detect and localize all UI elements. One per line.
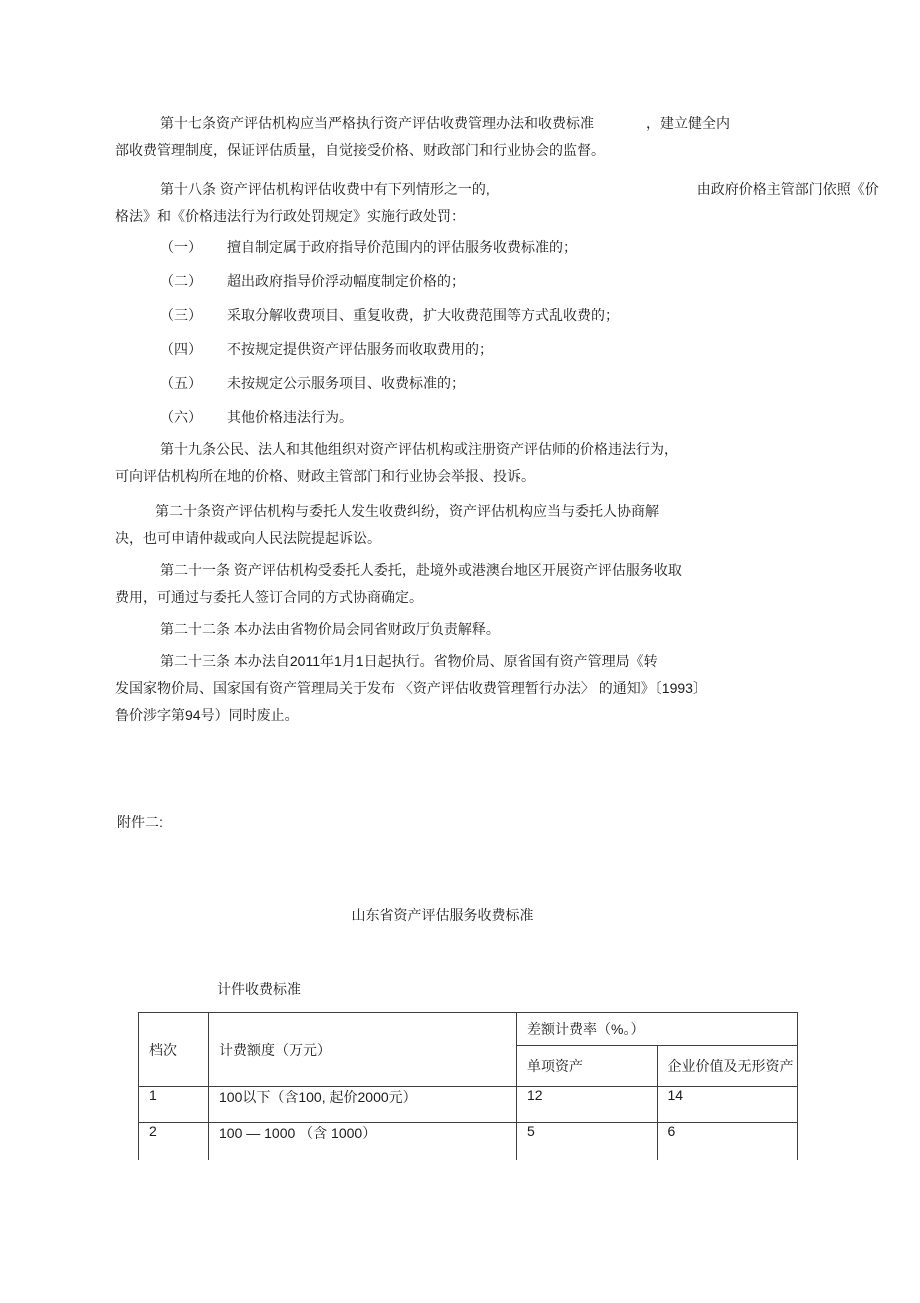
header-enterprise: 企业价值及无形资产: [657, 1046, 798, 1087]
article-18: [115, 176, 879, 230]
article-21-text-1: 第二十一条 资产评估机构受委托人委托，赴境外或港澳台地区开展资产评估服务收取: [160, 562, 682, 578]
table-row: [139, 1087, 798, 1123]
list-item-1-number: （一）: [160, 239, 202, 255]
row1-rank: 1: [139, 1087, 209, 1123]
attachment-label: 附件二:: [117, 814, 163, 830]
article-19-line-1: [115, 436, 678, 463]
list-item-4-number: （四）: [160, 341, 202, 357]
fee-table: [138, 1012, 798, 1160]
row1-single: 12: [517, 1087, 658, 1123]
row2-amount: 100 — 1000 （含 1000）: [209, 1123, 517, 1161]
article-21-line-2: 费用，可通过与委托人签订合同的方式协商确定。: [115, 589, 423, 605]
list-item-2: [115, 268, 465, 295]
article-22: [115, 616, 500, 643]
article-17: [115, 110, 730, 164]
list-item-5-text: 未按规定公示服务项目、收费标准的；: [227, 375, 465, 391]
standard-title: 山东省资产评估服务收费标准: [351, 907, 534, 923]
article-18-text-b: 由政府价格主管部门依照《价: [696, 181, 879, 197]
article-22-line-1: [115, 616, 500, 643]
header-single-asset: 单项资产: [517, 1046, 658, 1087]
article-20: [115, 498, 659, 552]
header-amount: 计费额度（万元）: [209, 1013, 517, 1087]
article-23-line-2: 发国家物价局、国家国有资产管理局关于发布 〈资产评估收费管理暂行办法〉 的通知》〔1993〕: [115, 680, 707, 696]
list-item-6: [115, 404, 353, 431]
article-21-line-1: [115, 557, 682, 584]
article-19: [115, 436, 678, 490]
list-item-5: [115, 370, 465, 397]
article-19-text-1: 第十九条公民、法人和其他组织对资产评估机构或注册资产评估师的价格违法行为，: [160, 441, 678, 457]
row2-single: 5: [517, 1123, 658, 1161]
list-item-1: [115, 234, 577, 261]
list-item-6-number: （六）: [160, 409, 202, 425]
row1-enterprise: 14: [657, 1087, 798, 1123]
article-19-line-2: 可向评估机构所在地的价格、财政主管部门和行业协会举报、投诉。: [115, 468, 535, 484]
list-item-5-number: （五）: [160, 375, 202, 391]
list-item-3-text: 采取分解收费项目、重复收费，扩大收费范围等方式乱收费的；: [227, 307, 619, 323]
header-rate-group: 差额计费率（%。）: [517, 1013, 798, 1046]
article-23-text-1: 第二十三条 本办法自2011年1月1日起执行。省物价局、原省国有资产管理局《转: [160, 653, 658, 669]
article-23-line-3: 鲁价涉字第94号）同时废止。: [115, 707, 299, 723]
article-23-line-1: [115, 648, 707, 675]
list-item-2-text: 超出政府指导价浮动幅度制定价格的；: [227, 273, 465, 289]
article-17-line-2: 部收费管理制度，保证评估质量，自觉接受价格、财政部门和行业协会的监督。: [115, 142, 605, 158]
article-20-line-2: 决，也可申请仲裁或向人民法院提起诉讼。: [115, 530, 381, 546]
list-item-3-number: （三）: [160, 307, 202, 323]
list-item-3: [115, 302, 619, 329]
fee-table-container: [138, 1012, 800, 1160]
article-18-line-2: 格法》和《价格违法行为行政处罚规定》实施行政处罚：: [115, 208, 465, 224]
article-17-text-b: ，建立健全内: [646, 115, 730, 131]
article-22-text-1: 第二十二条 本办法由省物价局会同省财政厅负责解释。: [160, 621, 500, 637]
header-rank: 档次: [139, 1013, 209, 1087]
list-item-2-number: （二）: [160, 273, 202, 289]
row1-amount: 100以下（含100, 起价2000元）: [209, 1087, 517, 1123]
article-18-line-1: [115, 176, 879, 203]
article-21: [115, 557, 682, 611]
table-row: [139, 1123, 798, 1161]
list-item-4: [115, 336, 493, 363]
list-item-6-text: 其他价格违法行为。: [227, 409, 353, 425]
article-23: [115, 648, 707, 729]
article-18-text-a: 第十八条 资产评估机构评估收费中有下列情形之一的,: [160, 181, 490, 197]
fee-table-caption: 计件收费标准: [217, 981, 301, 997]
list-item-1-text: 擅自制定属于政府指导价范围内的评估服务收费标准的；: [227, 239, 577, 255]
article-20-line-1: [115, 498, 659, 525]
row2-rank: 2: [139, 1123, 209, 1161]
article-17-text-a: 第十七条资产评估机构应当严格执行资产评估收费管理办法和收费标准: [160, 115, 594, 131]
article-17-line-1: [115, 110, 730, 137]
article-20-text-1: 第二十条资产评估机构与委托人发生收费纠纷，资产评估机构应当与委托人协商解: [155, 503, 659, 519]
list-item-4-text: 不按规定提供资产评估服务而收取费用的；: [227, 341, 493, 357]
row2-enterprise: 6: [657, 1123, 798, 1161]
